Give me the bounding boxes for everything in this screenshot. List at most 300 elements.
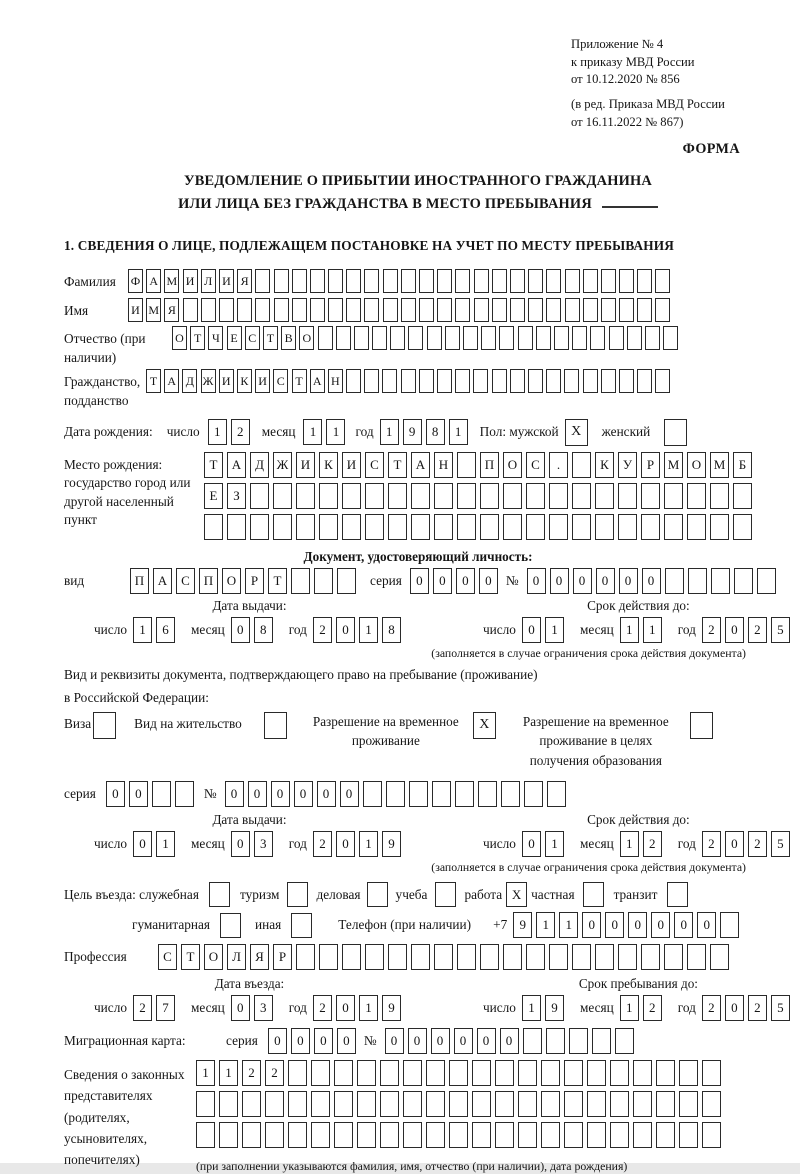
char-cell[interactable]: 2 <box>643 995 662 1021</box>
char-cell[interactable] <box>196 1091 215 1117</box>
char-cell[interactable] <box>401 298 416 322</box>
gender-male-checkbox[interactable]: X <box>565 419 588 446</box>
char-cell[interactable] <box>480 483 499 509</box>
char-cell[interactable] <box>437 269 452 293</box>
char-cell[interactable] <box>733 483 752 509</box>
char-cell[interactable] <box>546 1028 565 1054</box>
visa-checkbox[interactable] <box>93 712 116 739</box>
char-cell[interactable] <box>510 269 525 293</box>
char-cell[interactable]: 0 <box>336 617 355 643</box>
char-cell[interactable]: 5 <box>771 995 790 1021</box>
char-cell[interactable] <box>528 369 543 393</box>
char-cell[interactable] <box>664 944 683 970</box>
char-cell[interactable]: 2 <box>313 617 332 643</box>
char-cell[interactable] <box>546 298 561 322</box>
char-cell[interactable]: Е <box>227 326 242 350</box>
char-cell[interactable]: 0 <box>573 568 592 594</box>
char-cell[interactable] <box>328 269 343 293</box>
char-cell[interactable] <box>380 1091 399 1117</box>
char-cell[interactable] <box>388 944 407 970</box>
char-cell[interactable]: 1 <box>643 617 662 643</box>
char-cell[interactable]: 0 <box>231 831 250 857</box>
char-cell[interactable] <box>518 1091 537 1117</box>
char-cell[interactable] <box>401 369 416 393</box>
char-cell[interactable] <box>510 298 525 322</box>
char-cell[interactable]: 2 <box>702 617 721 643</box>
char-cell[interactable] <box>382 369 397 393</box>
char-cell[interactable]: 0 <box>410 568 429 594</box>
char-cell[interactable] <box>291 568 310 594</box>
char-cell[interactable]: И <box>296 452 315 478</box>
purpose-transit-checkbox[interactable] <box>667 882 688 907</box>
char-cell[interactable] <box>152 781 171 807</box>
char-cell[interactable] <box>688 568 707 594</box>
char-cell[interactable]: 2 <box>748 617 767 643</box>
char-cell[interactable]: 2 <box>702 831 721 857</box>
char-cell[interactable]: 0 <box>454 1028 473 1054</box>
char-cell[interactable] <box>541 1122 560 1148</box>
char-cell[interactable]: Ж <box>273 452 292 478</box>
char-cell[interactable] <box>365 514 384 540</box>
char-cell[interactable]: И <box>255 369 270 393</box>
char-cell[interactable] <box>388 514 407 540</box>
char-cell[interactable] <box>526 483 545 509</box>
char-cell[interactable]: Т <box>268 568 287 594</box>
char-cell[interactable]: Л <box>201 269 216 293</box>
char-cell[interactable] <box>546 369 561 393</box>
char-cell[interactable] <box>587 1122 606 1148</box>
char-cell[interactable] <box>687 514 706 540</box>
char-cell[interactable] <box>364 298 379 322</box>
char-cell[interactable]: М <box>710 452 729 478</box>
char-cell[interactable] <box>242 1122 261 1148</box>
char-cell[interactable] <box>273 514 292 540</box>
char-cell[interactable] <box>411 944 430 970</box>
char-cell[interactable] <box>492 269 507 293</box>
char-cell[interactable] <box>518 326 533 350</box>
char-cell[interactable] <box>549 514 568 540</box>
char-cell[interactable] <box>346 298 361 322</box>
char-cell[interactable] <box>587 1091 606 1117</box>
char-cell[interactable] <box>242 1091 261 1117</box>
char-cell[interactable] <box>318 326 333 350</box>
char-cell[interactable] <box>296 514 315 540</box>
char-cell[interactable] <box>655 369 670 393</box>
char-cell[interactable]: О <box>687 452 706 478</box>
char-cell[interactable]: 0 <box>479 568 498 594</box>
char-cell[interactable] <box>319 483 338 509</box>
char-cell[interactable] <box>528 269 543 293</box>
char-cell[interactable] <box>201 298 216 322</box>
char-cell[interactable]: 0 <box>456 568 475 594</box>
char-cell[interactable] <box>495 1122 514 1148</box>
char-cell[interactable]: 0 <box>522 831 541 857</box>
char-cell[interactable] <box>679 1060 698 1086</box>
char-cell[interactable]: 2 <box>313 831 332 857</box>
char-cell[interactable] <box>319 514 338 540</box>
char-cell[interactable] <box>363 781 382 807</box>
char-cell[interactable]: 6 <box>156 617 175 643</box>
char-cell[interactable] <box>227 514 246 540</box>
char-cell[interactable] <box>419 298 434 322</box>
char-cell[interactable] <box>702 1060 721 1086</box>
char-cell[interactable]: 0 <box>248 781 267 807</box>
char-cell[interactable]: 0 <box>527 568 546 594</box>
char-cell[interactable]: 9 <box>513 912 532 938</box>
char-cell[interactable] <box>474 269 489 293</box>
char-cell[interactable] <box>411 514 430 540</box>
char-cell[interactable] <box>434 483 453 509</box>
char-cell[interactable] <box>403 1091 422 1117</box>
char-cell[interactable]: 0 <box>317 781 336 807</box>
purpose-official-checkbox[interactable] <box>209 882 230 907</box>
char-cell[interactable]: 1 <box>156 831 175 857</box>
char-cell[interactable] <box>357 1122 376 1148</box>
char-cell[interactable]: 1 <box>359 995 378 1021</box>
char-cell[interactable]: 1 <box>380 419 399 445</box>
char-cell[interactable] <box>457 452 476 478</box>
char-cell[interactable]: М <box>146 298 161 322</box>
char-cell[interactable] <box>637 269 652 293</box>
char-cell[interactable] <box>449 1091 468 1117</box>
char-cell[interactable] <box>480 944 499 970</box>
char-cell[interactable] <box>481 326 496 350</box>
char-cell[interactable] <box>204 514 223 540</box>
char-cell[interactable] <box>656 1122 675 1148</box>
char-cell[interactable]: 0 <box>628 912 647 938</box>
char-cell[interactable] <box>426 1122 445 1148</box>
char-cell[interactable]: И <box>219 269 234 293</box>
char-cell[interactable]: 0 <box>340 781 359 807</box>
char-cell[interactable] <box>455 781 474 807</box>
char-cell[interactable]: . <box>549 452 568 478</box>
char-cell[interactable]: О <box>299 326 314 350</box>
char-cell[interactable]: 3 <box>254 995 273 1021</box>
char-cell[interactable]: 1 <box>559 912 578 938</box>
char-cell[interactable] <box>601 369 616 393</box>
gender-female-checkbox[interactable] <box>664 419 687 446</box>
char-cell[interactable] <box>457 514 476 540</box>
char-cell[interactable]: 0 <box>725 995 744 1021</box>
char-cell[interactable] <box>337 568 356 594</box>
char-cell[interactable] <box>595 514 614 540</box>
char-cell[interactable] <box>273 483 292 509</box>
char-cell[interactable] <box>503 483 522 509</box>
char-cell[interactable] <box>478 781 497 807</box>
residence-permit-checkbox[interactable] <box>264 712 287 739</box>
char-cell[interactable]: Д <box>182 369 197 393</box>
char-cell[interactable] <box>364 369 379 393</box>
char-cell[interactable]: 2 <box>133 995 152 1021</box>
char-cell[interactable] <box>319 944 338 970</box>
purpose-private-checkbox[interactable] <box>583 882 604 907</box>
char-cell[interactable]: Л <box>227 944 246 970</box>
char-cell[interactable] <box>357 1091 376 1117</box>
char-cell[interactable]: И <box>342 452 361 478</box>
purpose-other-checkbox[interactable] <box>291 913 312 938</box>
char-cell[interactable] <box>474 298 489 322</box>
char-cell[interactable]: 3 <box>254 831 273 857</box>
char-cell[interactable]: 0 <box>582 912 601 938</box>
char-cell[interactable] <box>664 514 683 540</box>
char-cell[interactable] <box>601 269 616 293</box>
char-cell[interactable] <box>501 781 520 807</box>
char-cell[interactable] <box>328 298 343 322</box>
char-cell[interactable] <box>687 483 706 509</box>
char-cell[interactable] <box>419 369 434 393</box>
char-cell[interactable]: Я <box>164 298 179 322</box>
char-cell[interactable]: А <box>310 369 325 393</box>
char-cell[interactable]: 0 <box>619 568 638 594</box>
char-cell[interactable] <box>492 369 507 393</box>
char-cell[interactable]: О <box>503 452 522 478</box>
char-cell[interactable]: 0 <box>651 912 670 938</box>
char-cell[interactable] <box>183 298 198 322</box>
char-cell[interactable] <box>265 1122 284 1148</box>
char-cell[interactable] <box>687 944 706 970</box>
char-cell[interactable] <box>311 1122 330 1148</box>
char-cell[interactable]: Я <box>250 944 269 970</box>
char-cell[interactable]: 1 <box>208 419 227 445</box>
char-cell[interactable] <box>536 326 551 350</box>
char-cell[interactable] <box>710 944 729 970</box>
char-cell[interactable]: 8 <box>382 617 401 643</box>
char-cell[interactable]: 2 <box>313 995 332 1021</box>
char-cell[interactable] <box>664 483 683 509</box>
char-cell[interactable]: 0 <box>500 1028 519 1054</box>
char-cell[interactable] <box>633 1122 652 1148</box>
char-cell[interactable]: 1 <box>303 419 322 445</box>
char-cell[interactable] <box>618 514 637 540</box>
char-cell[interactable] <box>383 298 398 322</box>
char-cell[interactable] <box>679 1122 698 1148</box>
char-cell[interactable]: 2 <box>231 419 250 445</box>
char-cell[interactable] <box>196 1122 215 1148</box>
char-cell[interactable] <box>364 269 379 293</box>
char-cell[interactable]: П <box>130 568 149 594</box>
char-cell[interactable]: 0 <box>431 1028 450 1054</box>
char-cell[interactable] <box>426 1060 445 1086</box>
char-cell[interactable]: 0 <box>642 568 661 594</box>
char-cell[interactable] <box>472 1091 491 1117</box>
char-cell[interactable] <box>386 781 405 807</box>
char-cell[interactable] <box>427 326 442 350</box>
char-cell[interactable] <box>342 944 361 970</box>
char-cell[interactable] <box>526 514 545 540</box>
char-cell[interactable] <box>292 269 307 293</box>
char-cell[interactable]: 9 <box>545 995 564 1021</box>
char-cell[interactable]: 1 <box>219 1060 238 1086</box>
char-cell[interactable]: 1 <box>620 617 639 643</box>
char-cell[interactable] <box>526 944 545 970</box>
char-cell[interactable]: Т <box>204 452 223 478</box>
char-cell[interactable]: 0 <box>697 912 716 938</box>
char-cell[interactable] <box>334 1060 353 1086</box>
char-cell[interactable]: У <box>618 452 637 478</box>
char-cell[interactable] <box>702 1091 721 1117</box>
char-cell[interactable] <box>572 483 591 509</box>
char-cell[interactable] <box>265 1091 284 1117</box>
char-cell[interactable] <box>546 269 561 293</box>
char-cell[interactable] <box>219 298 234 322</box>
char-cell[interactable]: И <box>128 298 143 322</box>
char-cell[interactable]: 1 <box>359 831 378 857</box>
char-cell[interactable]: О <box>204 944 223 970</box>
char-cell[interactable]: 0 <box>314 1028 333 1054</box>
char-cell[interactable]: Е <box>204 483 223 509</box>
char-cell[interactable]: П <box>199 568 218 594</box>
char-cell[interactable] <box>354 326 369 350</box>
char-cell[interactable]: Т <box>146 369 161 393</box>
char-cell[interactable] <box>655 269 670 293</box>
char-cell[interactable] <box>503 944 522 970</box>
char-cell[interactable] <box>390 326 405 350</box>
char-cell[interactable] <box>255 298 270 322</box>
char-cell[interactable]: С <box>176 568 195 594</box>
char-cell[interactable] <box>734 568 753 594</box>
char-cell[interactable] <box>250 514 269 540</box>
char-cell[interactable] <box>403 1060 422 1086</box>
char-cell[interactable] <box>610 1122 629 1148</box>
char-cell[interactable] <box>380 1122 399 1148</box>
char-cell[interactable]: Ф <box>128 269 143 293</box>
char-cell[interactable]: Ч <box>208 326 223 350</box>
char-cell[interactable] <box>572 944 591 970</box>
char-cell[interactable]: Р <box>641 452 660 478</box>
char-cell[interactable]: Р <box>273 944 292 970</box>
purpose-study-checkbox[interactable] <box>435 882 456 907</box>
char-cell[interactable] <box>541 1060 560 1086</box>
char-cell[interactable] <box>336 326 351 350</box>
char-cell[interactable] <box>434 944 453 970</box>
char-cell[interactable] <box>432 781 451 807</box>
char-cell[interactable]: 0 <box>336 831 355 857</box>
char-cell[interactable] <box>288 1091 307 1117</box>
char-cell[interactable] <box>572 452 591 478</box>
char-cell[interactable]: М <box>664 452 683 478</box>
char-cell[interactable] <box>549 944 568 970</box>
char-cell[interactable] <box>663 326 678 350</box>
char-cell[interactable]: О <box>222 568 241 594</box>
char-cell[interactable]: И <box>219 369 234 393</box>
char-cell[interactable]: 0 <box>129 781 148 807</box>
char-cell[interactable] <box>342 483 361 509</box>
char-cell[interactable] <box>411 483 430 509</box>
char-cell[interactable] <box>587 1060 606 1086</box>
char-cell[interactable] <box>473 369 488 393</box>
char-cell[interactable] <box>409 781 428 807</box>
char-cell[interactable] <box>679 1091 698 1117</box>
char-cell[interactable] <box>633 1091 652 1117</box>
char-cell[interactable] <box>346 269 361 293</box>
char-cell[interactable]: 0 <box>336 995 355 1021</box>
char-cell[interactable] <box>311 1060 330 1086</box>
char-cell[interactable]: С <box>365 452 384 478</box>
char-cell[interactable]: 8 <box>254 617 273 643</box>
char-cell[interactable] <box>619 269 634 293</box>
char-cell[interactable]: 0 <box>725 617 744 643</box>
char-cell[interactable] <box>455 269 470 293</box>
char-cell[interactable]: 0 <box>725 831 744 857</box>
char-cell[interactable] <box>528 298 543 322</box>
char-cell[interactable] <box>449 1060 468 1086</box>
char-cell[interactable]: 2 <box>748 995 767 1021</box>
char-cell[interactable] <box>463 326 478 350</box>
char-cell[interactable]: 0 <box>268 1028 287 1054</box>
char-cell[interactable]: П <box>480 452 499 478</box>
char-cell[interactable] <box>554 326 569 350</box>
char-cell[interactable]: Т <box>263 326 278 350</box>
char-cell[interactable]: Р <box>245 568 264 594</box>
char-cell[interactable] <box>523 1028 542 1054</box>
char-cell[interactable]: М <box>164 269 179 293</box>
char-cell[interactable] <box>403 1122 422 1148</box>
char-cell[interactable] <box>595 944 614 970</box>
char-cell[interactable]: Т <box>388 452 407 478</box>
char-cell[interactable]: Я <box>237 269 252 293</box>
char-cell[interactable] <box>641 944 660 970</box>
char-cell[interactable] <box>710 483 729 509</box>
char-cell[interactable]: Д <box>250 452 269 478</box>
char-cell[interactable]: 1 <box>196 1060 215 1086</box>
char-cell[interactable] <box>619 369 634 393</box>
char-cell[interactable]: К <box>237 369 252 393</box>
char-cell[interactable] <box>437 298 452 322</box>
char-cell[interactable]: 0 <box>408 1028 427 1054</box>
char-cell[interactable] <box>595 483 614 509</box>
char-cell[interactable] <box>656 1060 675 1086</box>
char-cell[interactable] <box>564 369 579 393</box>
purpose-humanitarian-checkbox[interactable] <box>220 913 241 938</box>
char-cell[interactable] <box>408 326 423 350</box>
char-cell[interactable] <box>565 298 580 322</box>
char-cell[interactable] <box>219 1091 238 1117</box>
char-cell[interactable] <box>524 781 543 807</box>
char-cell[interactable] <box>702 1122 721 1148</box>
char-cell[interactable] <box>757 568 776 594</box>
char-cell[interactable] <box>334 1091 353 1117</box>
char-cell[interactable] <box>288 1122 307 1148</box>
char-cell[interactable]: 0 <box>522 617 541 643</box>
char-cell[interactable] <box>549 483 568 509</box>
char-cell[interactable] <box>401 269 416 293</box>
char-cell[interactable] <box>426 1091 445 1117</box>
char-cell[interactable] <box>637 369 652 393</box>
char-cell[interactable] <box>346 369 361 393</box>
char-cell[interactable] <box>495 1091 514 1117</box>
char-cell[interactable] <box>564 1091 583 1117</box>
char-cell[interactable]: 0 <box>231 995 250 1021</box>
char-cell[interactable] <box>365 944 384 970</box>
edu-permit-checkbox[interactable] <box>690 712 713 739</box>
char-cell[interactable]: Н <box>328 369 343 393</box>
char-cell[interactable] <box>455 298 470 322</box>
char-cell[interactable]: 2 <box>242 1060 261 1086</box>
char-cell[interactable] <box>388 483 407 509</box>
char-cell[interactable] <box>583 269 598 293</box>
char-cell[interactable]: С <box>526 452 545 478</box>
char-cell[interactable] <box>274 298 289 322</box>
char-cell[interactable]: 5 <box>771 831 790 857</box>
char-cell[interactable]: А <box>411 452 430 478</box>
char-cell[interactable]: 1 <box>536 912 555 938</box>
char-cell[interactable] <box>455 369 470 393</box>
char-cell[interactable] <box>274 269 289 293</box>
temp-permit-checkbox[interactable]: X <box>473 712 496 739</box>
char-cell[interactable]: А <box>153 568 172 594</box>
char-cell[interactable]: Т <box>190 326 205 350</box>
char-cell[interactable]: 1 <box>620 995 639 1021</box>
